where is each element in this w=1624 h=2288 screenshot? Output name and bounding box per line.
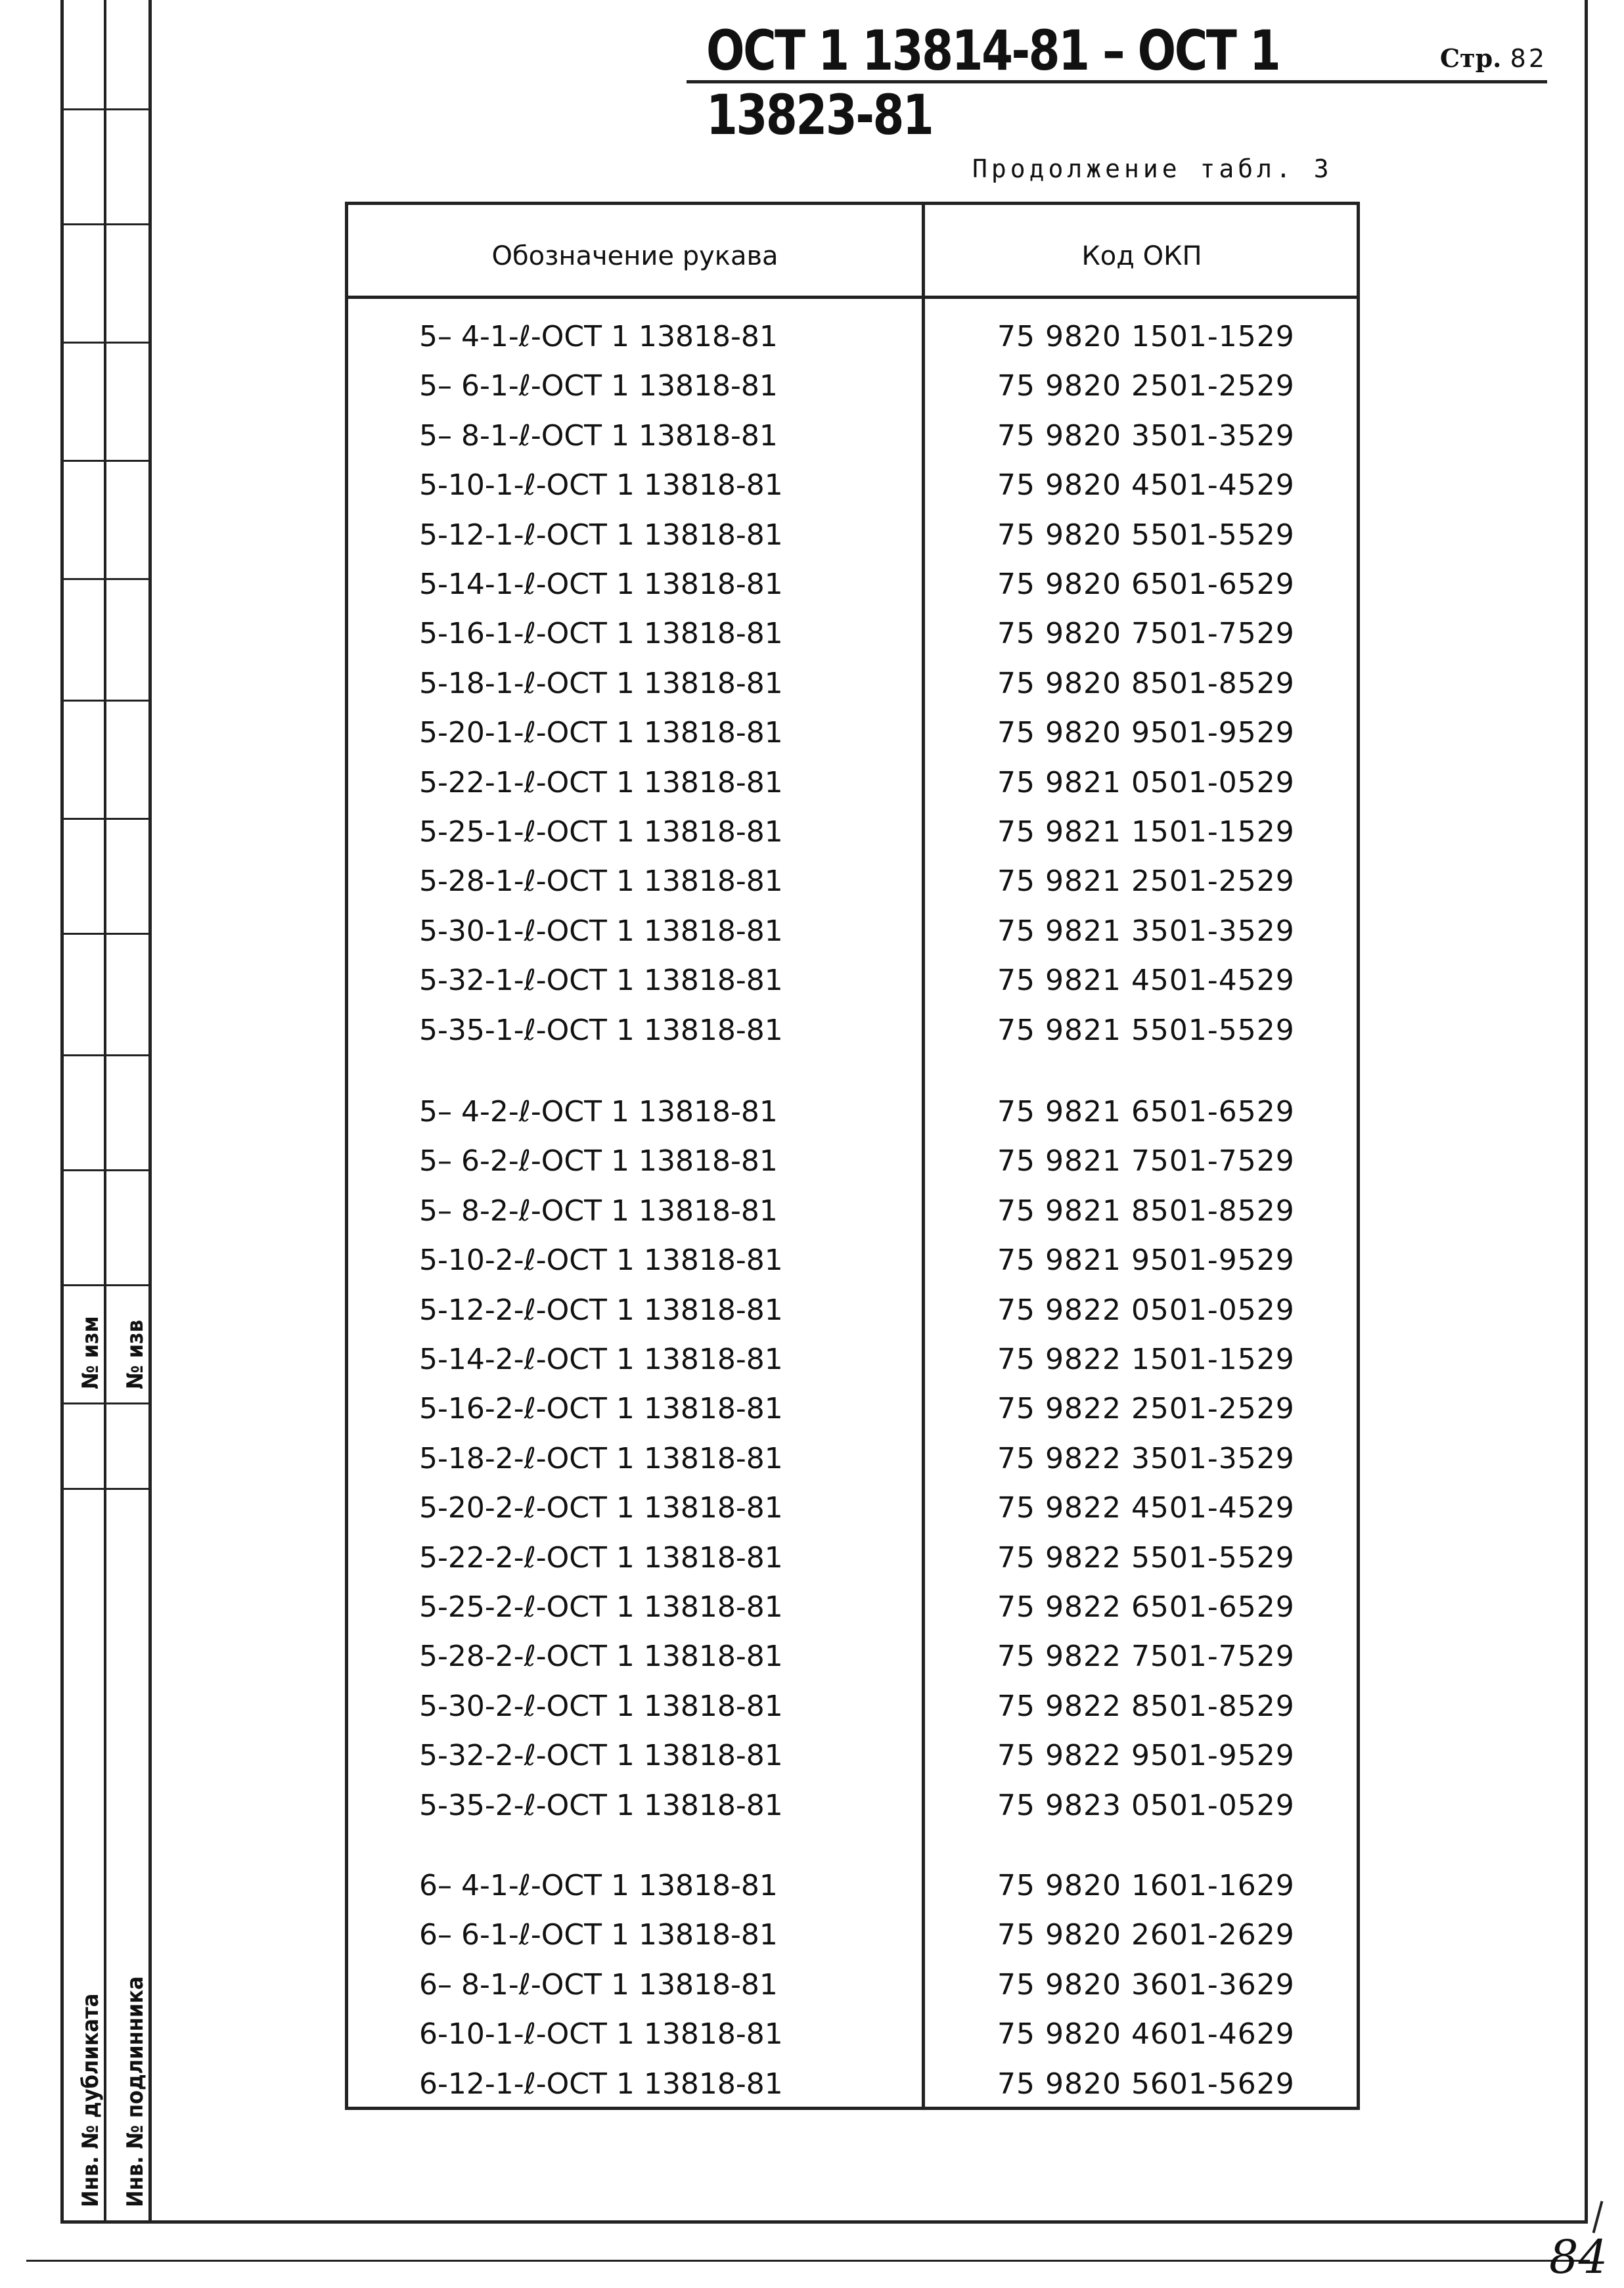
okp-code: 75 9822 2501-2529 [997, 1392, 1295, 1426]
strip-divider [60, 1054, 152, 1056]
okp-code: 75 9821 6501-6529 [997, 1095, 1295, 1129]
frame-line-strip-middle [104, 0, 106, 2224]
page-label: Стр. [1439, 43, 1502, 73]
hose-designation: 5-35-2-ℓ-ОСТ 1 13818-81 [419, 1788, 783, 1822]
table-row [348, 468, 1357, 508]
table-row [348, 815, 1357, 855]
okp-code: 75 9822 3501-3529 [997, 1441, 1295, 1475]
hose-designation: 5-30-1-ℓ-ОСТ 1 13818-81 [419, 914, 783, 948]
data-table [345, 202, 1360, 2110]
strip-divider [60, 818, 152, 820]
okp-code: 75 9822 6501-6529 [997, 1590, 1295, 1624]
page-number: 82 [1510, 44, 1547, 73]
okp-code: 75 9821 8501-8529 [997, 1194, 1295, 1228]
table-row [348, 2067, 1357, 2107]
okp-code: 75 9820 5501-5529 [997, 518, 1295, 552]
table-row [348, 1144, 1357, 1184]
okp-code: 75 9822 1501-1529 [997, 1343, 1295, 1376]
okp-code: 75 9821 5501-5529 [997, 1013, 1295, 1047]
corner-mark [1592, 2201, 1604, 2233]
table-row [348, 1541, 1357, 1581]
hose-designation: 5-25-2-ℓ-ОСТ 1 13818-81 [419, 1590, 783, 1624]
hose-designation: 5-20-1-ℓ-ОСТ 1 13818-81 [419, 716, 783, 750]
margin-no-izv: № изв [122, 1319, 148, 1389]
strip-divider [60, 108, 152, 110]
okp-code: 75 9822 4501-4529 [997, 1491, 1295, 1525]
table-row [348, 419, 1357, 459]
hose-designation: 6-10-1-ℓ-ОСТ 1 13818-81 [419, 2017, 783, 2052]
table-row [348, 716, 1357, 755]
table-row [348, 964, 1357, 1003]
hose-designation: 5-20-2-ℓ-ОСТ 1 13818-81 [419, 1491, 783, 1525]
frame-line-outer-left [60, 0, 64, 2224]
strip-divider [60, 933, 152, 935]
table-row [348, 1869, 1357, 1908]
hose-designation: 5-22-2-ℓ-ОСТ 1 13818-81 [419, 1540, 783, 1575]
sheet-number: 84 [1549, 2230, 1608, 2284]
hose-designation: 5-12-1-ℓ-ОСТ 1 13818-81 [419, 518, 783, 552]
hose-designation: 5– 6-1-ℓ-ОСТ 1 13818-81 [419, 369, 778, 403]
okp-code: 75 9822 8501-8529 [997, 1689, 1295, 1723]
table-row [348, 667, 1357, 706]
okp-code: 75 9820 2501-2529 [997, 369, 1295, 403]
strip-divider [60, 1402, 152, 1404]
hose-designation: 5-16-2-ℓ-ОСТ 1 13818-81 [419, 1392, 783, 1426]
okp-code: 75 9820 8501-8529 [997, 666, 1295, 700]
document-title: ОСТ 1 13814-81 – ОСТ 1 13823-81 [706, 18, 1280, 147]
okp-code: 75 9821 0501-0529 [997, 765, 1295, 799]
hose-designation: 5-30-2-ℓ-ОСТ 1 13818-81 [419, 1689, 783, 1723]
okp-code: 75 9821 2501-2529 [997, 864, 1295, 899]
hose-designation: 5-14-1-ℓ-ОСТ 1 13818-81 [419, 568, 783, 601]
table-row [348, 1968, 1357, 2008]
strip-divider [60, 578, 152, 580]
okp-code: 75 9820 1601-1629 [997, 1869, 1295, 1902]
okp-code: 75 9820 4501-4529 [997, 468, 1295, 503]
hose-designation: 5– 4-2-ℓ-ОСТ 1 13818-81 [419, 1095, 778, 1129]
hose-designation: 5-25-1-ℓ-ОСТ 1 13818-81 [419, 815, 783, 849]
table-row [348, 766, 1357, 805]
hose-designation: 5-32-2-ℓ-ОСТ 1 13818-81 [419, 1739, 783, 1773]
margin-inv-dublikata: Инв. № дубликата [78, 1993, 104, 2207]
okp-code: 75 9820 2601-2629 [997, 1918, 1295, 1952]
table-row [348, 320, 1357, 359]
hose-designation: 5-32-1-ℓ-ОСТ 1 13818-81 [419, 964, 783, 998]
table-row [348, 1590, 1357, 1630]
table-row [348, 1343, 1357, 1382]
table-row [348, 1442, 1357, 1481]
table-row [348, 864, 1357, 904]
okp-code: 75 9820 1501-1529 [997, 320, 1295, 353]
table-row [348, 369, 1357, 409]
strip-divider [60, 1169, 152, 1171]
strip-divider [60, 342, 152, 344]
margin-inv-podlinnika: Инв. № подлинника [122, 1976, 148, 2207]
frame-line-strip-right [148, 0, 152, 2224]
hose-designation: 5– 8-1-ℓ-ОСТ 1 13818-81 [419, 418, 778, 453]
table-row [348, 914, 1357, 954]
hose-designation: 5-12-2-ℓ-ОСТ 1 13818-81 [419, 1293, 783, 1327]
okp-code: 75 9821 4501-4529 [997, 964, 1295, 998]
okp-code: 75 9820 6501-6529 [997, 568, 1295, 601]
hose-designation: 5-18-1-ℓ-ОСТ 1 13818-81 [419, 666, 783, 700]
table-row [348, 1095, 1357, 1134]
frame-line-bottom [60, 2220, 1588, 2224]
table-row [348, 1640, 1357, 1679]
okp-code: 75 9820 3501-3529 [997, 418, 1295, 453]
hose-designation: 6– 8-1-ℓ-ОСТ 1 13818-81 [419, 1967, 778, 2002]
strip-divider [60, 1284, 152, 1286]
okp-code: 75 9822 5501-5529 [997, 1540, 1295, 1575]
hose-designation: 5-22-1-ℓ-ОСТ 1 13818-81 [419, 765, 783, 799]
okp-code: 75 9820 7501-7529 [997, 617, 1295, 651]
okp-code: 75 9820 4601-4629 [997, 2017, 1295, 2052]
table-row [348, 1014, 1357, 1053]
table-row [348, 1789, 1357, 1828]
table-row [348, 518, 1357, 558]
okp-code: 75 9821 3501-3529 [997, 914, 1295, 948]
table-continuation-caption: Продолжение табл. 3 [972, 154, 1333, 183]
column-header-okp-code: Код ОКП [1081, 241, 1202, 271]
hose-designation: 6-12-1-ℓ-ОСТ 1 13818-81 [419, 2067, 783, 2101]
table-row [348, 1194, 1357, 1234]
hose-designation: 5-18-2-ℓ-ОСТ 1 13818-81 [419, 1441, 783, 1475]
okp-code: 75 9820 3601-3629 [997, 1967, 1295, 2002]
table-row [348, 1739, 1357, 1778]
hose-designation: 5-14-2-ℓ-ОСТ 1 13818-81 [419, 1343, 783, 1376]
page-indicator [1440, 43, 1547, 73]
okp-code: 75 9822 9501-9529 [997, 1739, 1295, 1773]
strip-divider [60, 223, 152, 225]
strip-divider [60, 700, 152, 702]
okp-code: 75 9823 0501-0529 [997, 1788, 1295, 1822]
table-row [348, 1244, 1357, 1283]
hose-designation: 5-35-1-ℓ-ОСТ 1 13818-81 [419, 1013, 783, 1047]
margin-no-izm: № изм [78, 1316, 104, 1389]
table-row [348, 1918, 1357, 1958]
table-row [348, 568, 1357, 607]
frame-line-page-edge [26, 2260, 1590, 2262]
okp-code: 75 9822 7501-7529 [997, 1640, 1295, 1674]
okp-code: 75 9822 0501-0529 [997, 1293, 1295, 1327]
strip-divider [60, 460, 152, 462]
hose-designation: 5-28-1-ℓ-ОСТ 1 13818-81 [419, 864, 783, 899]
hose-designation: 5– 4-1-ℓ-ОСТ 1 13818-81 [419, 320, 778, 353]
strip-divider [60, 1488, 152, 1490]
table-row [348, 2017, 1357, 2057]
hose-designation: 5-10-2-ℓ-ОСТ 1 13818-81 [419, 1244, 783, 1278]
table-row [348, 1392, 1357, 1431]
table-row [348, 1293, 1357, 1333]
table-row [348, 1491, 1357, 1531]
table-row [348, 617, 1357, 656]
table-row [348, 1690, 1357, 1729]
column-header-designation: Обозначение рукава [491, 241, 778, 271]
hose-designation: 6– 6-1-ℓ-ОСТ 1 13818-81 [419, 1918, 778, 1952]
hose-designation: 5– 8-2-ℓ-ОСТ 1 13818-81 [419, 1194, 778, 1228]
frame-line-right [1585, 0, 1588, 2224]
hose-designation: 6– 4-1-ℓ-ОСТ 1 13818-81 [419, 1869, 778, 1902]
header-divider [348, 296, 1357, 299]
hose-designation: 5-16-1-ℓ-ОСТ 1 13818-81 [419, 617, 783, 651]
okp-code: 75 9821 7501-7529 [997, 1144, 1295, 1178]
hose-designation: 5-10-1-ℓ-ОСТ 1 13818-81 [419, 468, 783, 503]
okp-code: 75 9821 1501-1529 [997, 815, 1295, 849]
okp-code: 75 9820 5601-5629 [997, 2067, 1295, 2101]
hose-designation: 5– 6-2-ℓ-ОСТ 1 13818-81 [419, 1144, 778, 1178]
hose-designation: 5-28-2-ℓ-ОСТ 1 13818-81 [419, 1640, 783, 1674]
okp-code: 75 9820 9501-9529 [997, 716, 1295, 750]
document-header [687, 14, 1547, 147]
okp-code: 75 9821 9501-9529 [997, 1244, 1295, 1278]
